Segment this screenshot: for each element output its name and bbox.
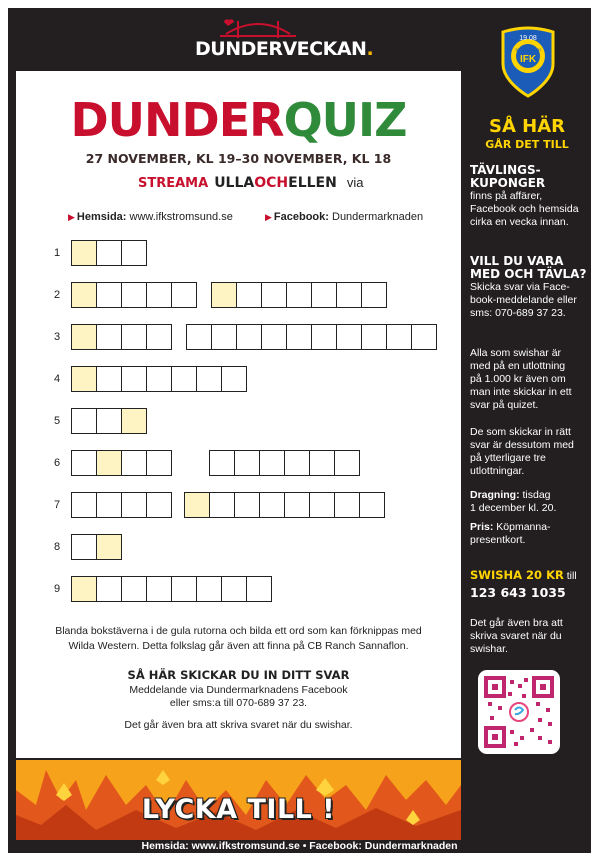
poster-frame: [8, 8, 591, 853]
swisha-to: till: [566, 570, 577, 582]
letter-box[interactable]: [96, 492, 122, 518]
highlighted-letter-box[interactable]: [96, 534, 122, 560]
instructions-line-2: Wilda Western. Detta folkslag går även att finna på CB Ranch Sannaflon.: [68, 640, 409, 652]
prize-text-2: presentkort.: [470, 534, 526, 546]
highlighted-letter-box[interactable]: [71, 366, 97, 392]
also-swish-text: Det går även bra att skriva svaret när du swishar.: [124, 719, 353, 731]
answer-word: [71, 408, 146, 434]
letter-box[interactable]: [71, 408, 97, 434]
join-text-1: Skicka svar via Face-: [470, 281, 570, 293]
letter-box[interactable]: [336, 324, 362, 350]
letter-box[interactable]: [286, 282, 312, 308]
answer-word: [211, 282, 386, 308]
top-bar: [8, 8, 458, 70]
letter-box[interactable]: [386, 324, 412, 350]
letter-box[interactable]: [261, 282, 287, 308]
letter-box[interactable]: [361, 324, 387, 350]
letter-box[interactable]: [71, 450, 97, 476]
letter-box[interactable]: [96, 282, 122, 308]
letter-box[interactable]: [186, 324, 212, 350]
highlighted-letter-box[interactable]: [96, 450, 122, 476]
coupons-text-1: finns på affärer,: [470, 190, 543, 202]
prize-text-1: Köpmanna-: [496, 521, 551, 533]
letter-box[interactable]: [234, 450, 260, 476]
correct-4: utlottningar.: [470, 465, 525, 477]
badge-club: STRÖMSUND: [515, 47, 541, 52]
swish-info-4: man inte skickar in ett: [470, 386, 572, 398]
puzzle-instructions: [36, 624, 441, 654]
coupons-section: [470, 164, 588, 229]
homepage-link[interactable]: [68, 211, 233, 223]
letter-box[interactable]: [236, 282, 262, 308]
swish-info-1: Alla som swishar är: [470, 347, 562, 359]
correct-1: De som skickar in rätt: [470, 426, 571, 438]
write-3: swishar.: [470, 643, 508, 655]
badge-year: 19 08: [519, 35, 537, 42]
letter-box[interactable]: [121, 450, 147, 476]
letter-box[interactable]: [171, 366, 197, 392]
triangle-icon: ▶: [265, 212, 272, 222]
letter-box[interactable]: [221, 366, 247, 392]
letter-box[interactable]: [284, 450, 310, 476]
letter-box[interactable]: [209, 492, 235, 518]
letter-box[interactable]: [196, 576, 222, 602]
swish-info-5: svar på quizet.: [470, 399, 539, 411]
letter-box[interactable]: [121, 576, 147, 602]
letter-box[interactable]: [121, 492, 147, 518]
badge-letters: IFK: [519, 54, 537, 65]
letter-box[interactable]: [146, 324, 172, 350]
draw-date: [470, 489, 588, 515]
letter-box[interactable]: [336, 282, 362, 308]
highlighted-letter-box[interactable]: [211, 282, 237, 308]
letter-box[interactable]: [146, 492, 172, 518]
row-number: 9: [54, 583, 61, 595]
row-number: 6: [54, 457, 61, 469]
letter-box[interactable]: [309, 450, 335, 476]
answer-word: [71, 534, 121, 560]
letter-box[interactable]: [259, 492, 285, 518]
letter-box[interactable]: [96, 576, 122, 602]
footer-contact: Hemsida: www.ifkstromsund.se • Facebook: Dundermarknaden: [141, 840, 458, 852]
ifk-club-badge: [499, 26, 557, 98]
swisha-label: SWISHA 20 KR: [470, 568, 564, 582]
correct-3: på ytterligare tre: [470, 452, 546, 464]
how-line-2: eller sms:a till 070-689 37 23.: [169, 697, 308, 709]
highlighted-letter-box[interactable]: [71, 576, 97, 602]
triangle-icon: ▶: [68, 212, 75, 222]
swish-lottery-info: [470, 347, 588, 412]
letter-box[interactable]: [96, 366, 122, 392]
stream-name-a: ULLA: [214, 175, 255, 191]
letter-box[interactable]: [246, 576, 272, 602]
highlighted-letter-box[interactable]: [121, 408, 147, 434]
highlighted-letter-box[interactable]: [71, 240, 97, 266]
quiz-dates: 27 NOVEMBER, KL 19–30 NOVEMBER, KL 18: [85, 151, 392, 166]
letter-box[interactable]: [196, 366, 222, 392]
how-line-1: Meddelande via Dundermarknadens Facebook: [129, 684, 348, 696]
letter-box[interactable]: [284, 492, 310, 518]
join-text-3: sms: 070-689 37 23.: [470, 307, 566, 319]
letter-box[interactable]: [96, 324, 122, 350]
sidebar-heading-sub: GÅR DET TILL: [485, 138, 569, 151]
facebook-link[interactable]: [265, 211, 423, 223]
letter-box[interactable]: [171, 576, 197, 602]
letter-box[interactable]: [286, 324, 312, 350]
stream-label: STREAMA: [138, 176, 209, 191]
write-when-swish: [470, 617, 588, 656]
how-to-submit-heading: SÅ HÄR SKICKAR DU IN DITT SVAR: [127, 668, 350, 682]
letter-box[interactable]: [259, 450, 285, 476]
write-1: Det går även bra att: [470, 617, 563, 629]
facebook-name: Dundermarknaden: [332, 211, 424, 223]
draw-text-1: tisdag: [522, 489, 551, 501]
coupons-title-1: TÄVLINGS-: [470, 163, 541, 177]
stream-line: [138, 175, 363, 191]
letter-box[interactable]: [221, 576, 247, 602]
row-number: 2: [54, 289, 61, 301]
letter-box[interactable]: [96, 240, 122, 266]
good-luck-banner: LYCKA TILL !: [141, 794, 336, 825]
stream-via: via: [346, 175, 364, 190]
draw-label: Dragning:: [470, 489, 520, 501]
letter-box[interactable]: [146, 366, 172, 392]
brand-text: DUNDERVECKAN: [195, 38, 367, 60]
highlighted-letter-box[interactable]: [71, 282, 97, 308]
letter-box[interactable]: [96, 408, 122, 434]
letter-box[interactable]: [121, 282, 147, 308]
answer-word: [209, 450, 359, 476]
sidebar-heading: [463, 116, 591, 151]
prize-label: Pris:: [470, 521, 494, 533]
letter-box[interactable]: [311, 282, 337, 308]
facebook-label: Facebook:: [273, 211, 329, 223]
stream-name-b: ELLEN: [288, 175, 337, 191]
join-section: [470, 255, 588, 320]
prize-info: [470, 521, 588, 547]
swisha-number: 123 643 1035: [470, 585, 566, 600]
join-text-2: book-meddelande eller: [470, 294, 577, 306]
write-2: skriva svaret när du: [470, 630, 562, 642]
row-number: 3: [54, 331, 61, 343]
answer-word: [71, 324, 171, 350]
quiz-sheet: [16, 71, 461, 758]
brand-dot: .: [366, 38, 374, 60]
join-title-2: MED OCH TÄVLA?: [470, 267, 587, 281]
answer-word: [71, 366, 246, 392]
letter-box[interactable]: [236, 324, 262, 350]
stream-name-and: OCH: [254, 175, 289, 191]
letter-box[interactable]: [411, 324, 437, 350]
row-number: 8: [54, 541, 61, 553]
letter-box[interactable]: [209, 450, 235, 476]
coupons-title-2: KUPONGER: [470, 176, 546, 190]
how-to-submit-text: [16, 684, 461, 710]
homepage-label: Hemsida:: [76, 211, 127, 223]
correct-2: svar är dessutom med: [470, 439, 574, 451]
letter-box[interactable]: [146, 282, 172, 308]
coupons-text-2: Facebook och hemsida: [470, 203, 579, 215]
qr-code-icon: [478, 670, 560, 754]
letter-box[interactable]: [121, 366, 147, 392]
letter-box[interactable]: [311, 324, 337, 350]
swish-qr-code[interactable]: [478, 670, 560, 754]
brand-logo: [195, 38, 373, 60]
answer-word: [186, 324, 436, 350]
correct-answer-info: [470, 426, 588, 478]
sidebar-heading-main: SÅ HÄR: [488, 116, 566, 137]
answer-word: [71, 450, 171, 476]
highlighted-letter-box[interactable]: [71, 324, 97, 350]
highlighted-letter-box[interactable]: [184, 492, 210, 518]
letter-box[interactable]: [234, 492, 260, 518]
quiz-title: [16, 93, 461, 147]
swisha-section: [470, 569, 588, 599]
answer-word: [71, 576, 271, 602]
row-number: 4: [54, 373, 61, 385]
heart-icon: [224, 19, 234, 26]
coupons-text-3: cirka en vecka innan.: [470, 216, 569, 228]
title-part-quiz: QUIZ: [283, 93, 407, 147]
letter-box[interactable]: [146, 450, 172, 476]
answer-word: [71, 240, 146, 266]
swish-info-3: på 1.000 kr även om: [470, 373, 566, 385]
answer-word: [184, 492, 384, 518]
letter-box[interactable]: [121, 240, 147, 266]
draw-text-2: 1 december kl. 20.: [470, 502, 557, 514]
letter-box[interactable]: [71, 534, 97, 560]
letter-box[interactable]: [359, 492, 385, 518]
letter-box[interactable]: [261, 324, 287, 350]
answer-word: [71, 282, 196, 308]
letter-box[interactable]: [121, 324, 147, 350]
row-number: 5: [54, 415, 61, 427]
letter-box[interactable]: [71, 492, 97, 518]
title-part-dunder: DUNDER: [70, 93, 284, 147]
letter-box[interactable]: [309, 492, 335, 518]
answer-word: [71, 492, 171, 518]
instructions-line-1: Blanda bokstäverna i de gula rutorna och bilda ett ord som kan förknippas med: [55, 625, 422, 637]
letter-box[interactable]: [171, 282, 197, 308]
homepage-url: www.ifkstromsund.se: [129, 211, 233, 223]
swish-info-2: med på en utlottning: [470, 360, 566, 372]
row-number: 7: [54, 499, 61, 511]
letter-box[interactable]: [334, 450, 360, 476]
letter-box[interactable]: [361, 282, 387, 308]
join-title-1: VILL DU VARA: [470, 254, 564, 268]
letter-box[interactable]: [146, 576, 172, 602]
row-number: 1: [54, 247, 61, 259]
letter-box[interactable]: [211, 324, 237, 350]
letter-box[interactable]: [334, 492, 360, 518]
